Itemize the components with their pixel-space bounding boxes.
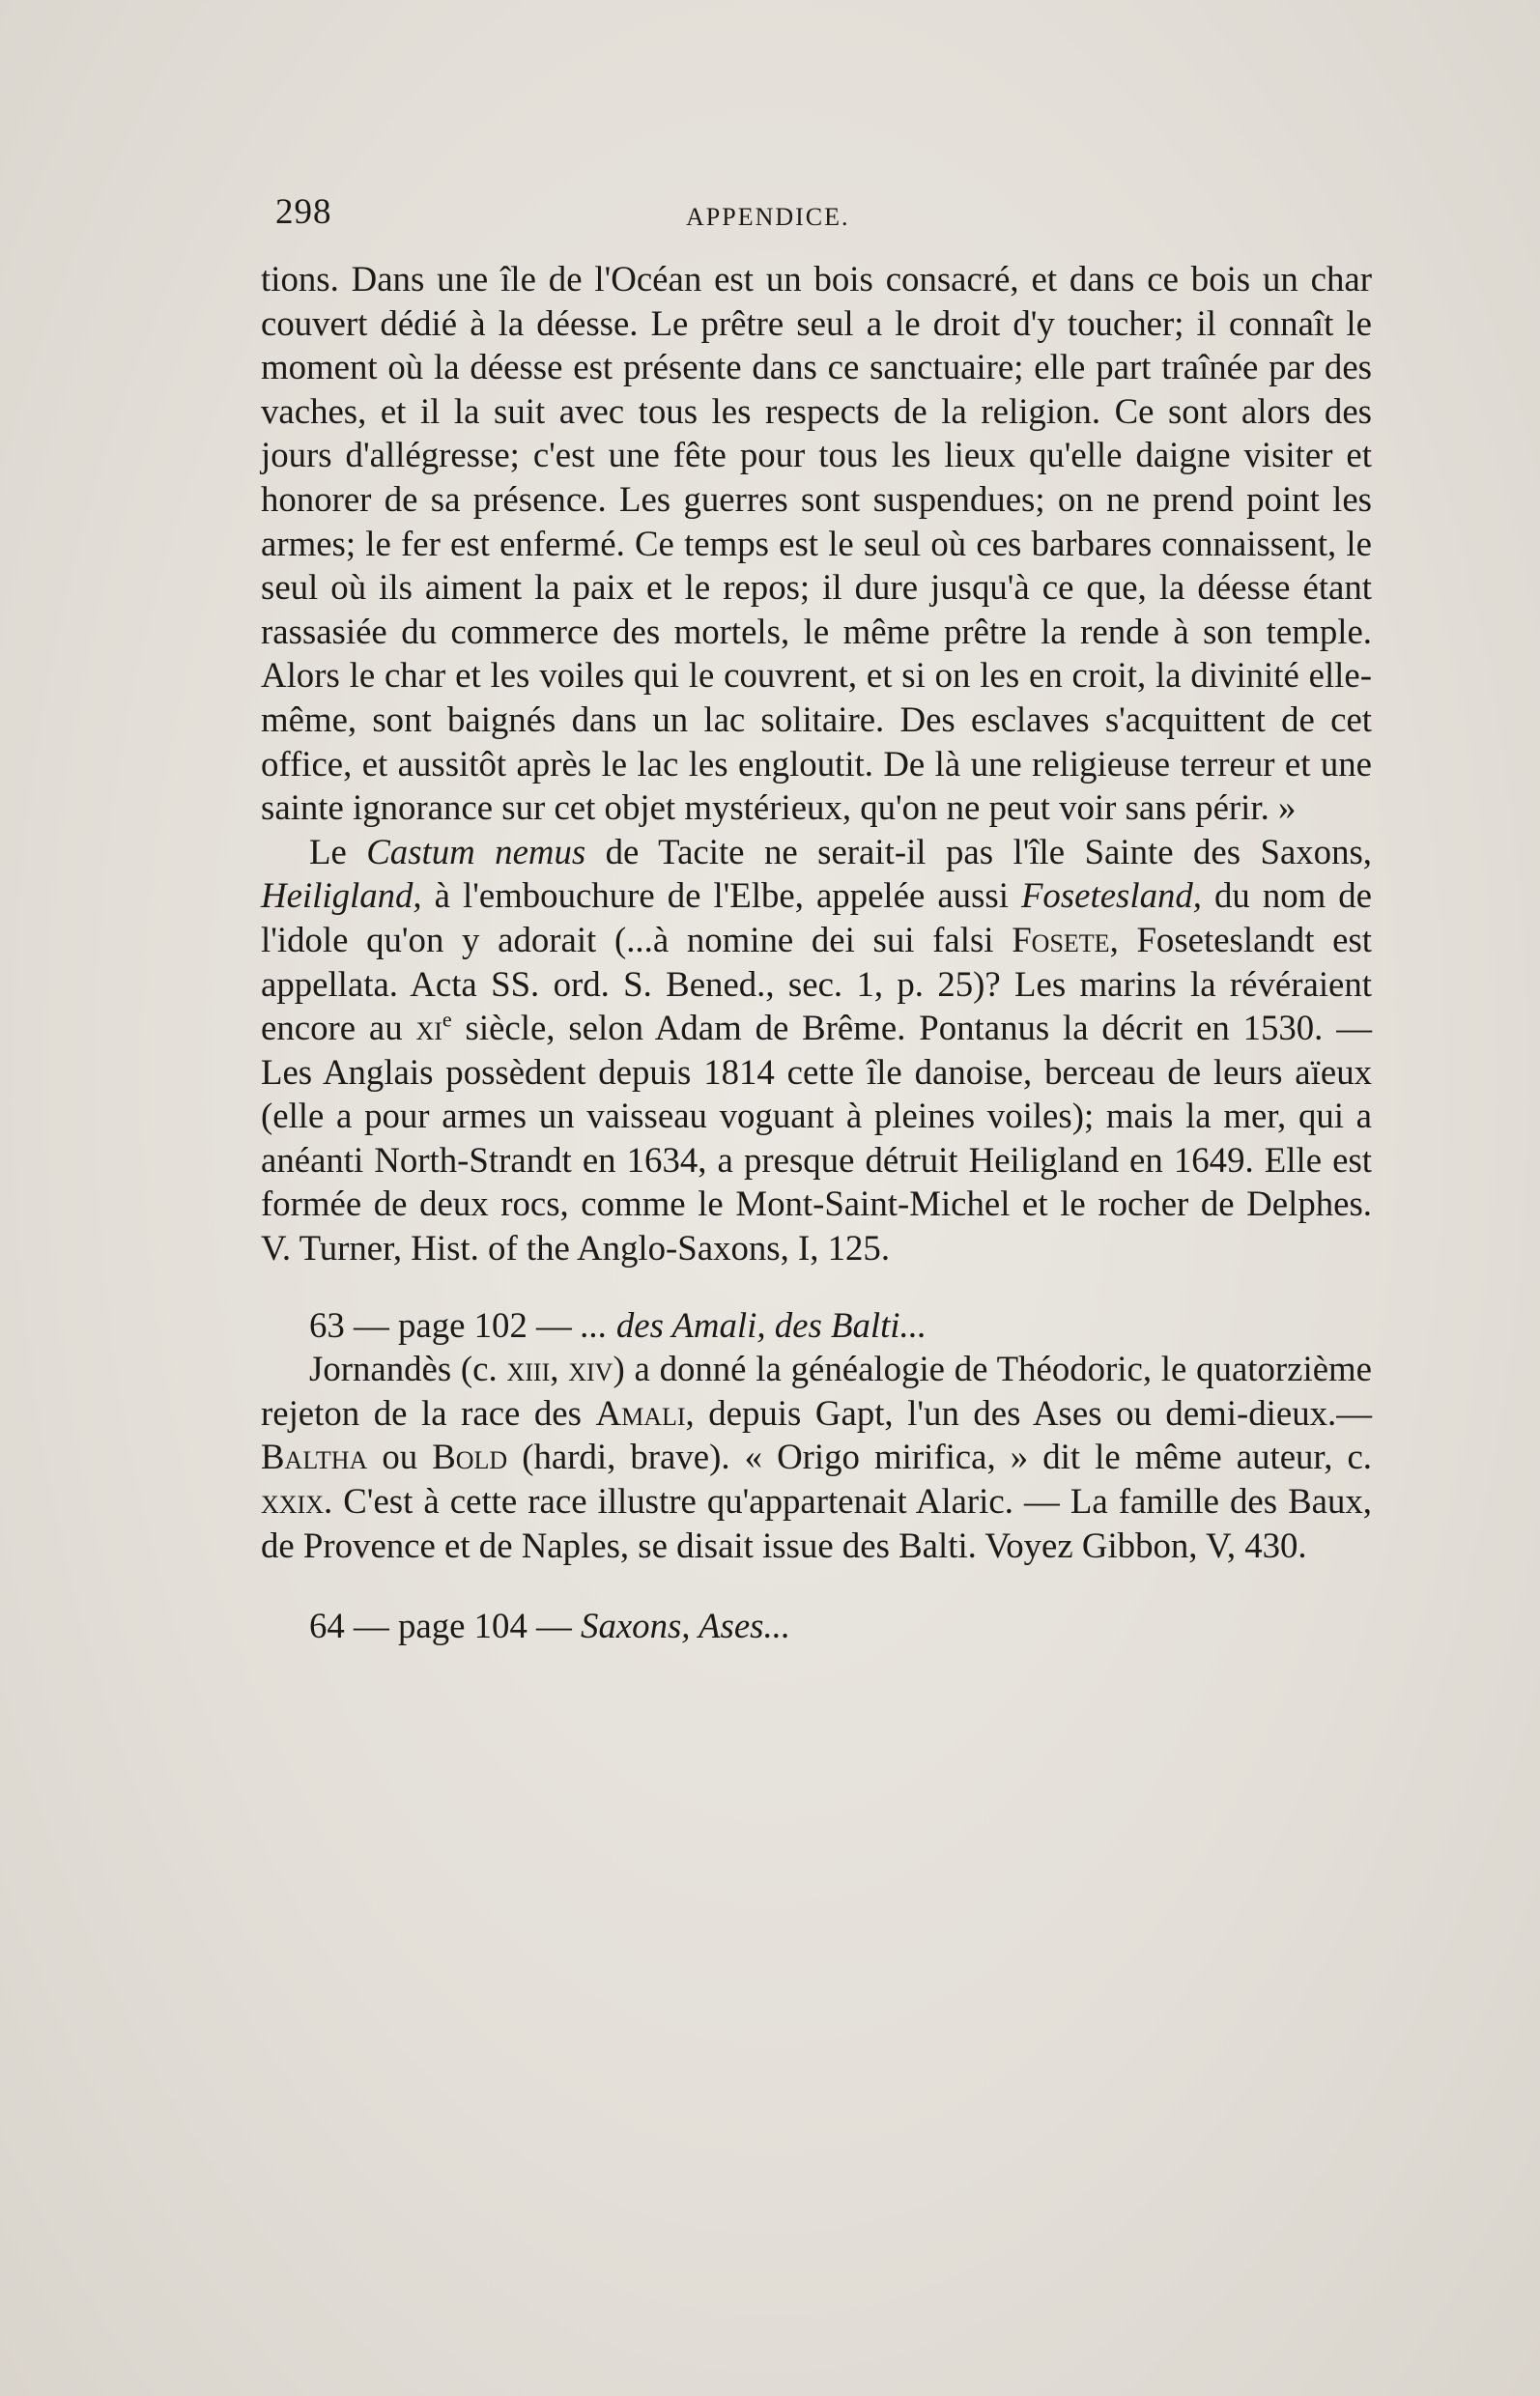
small-caps-term: Bold xyxy=(432,1437,508,1477)
text-run: à l'embouchure de l'Elbe, appelée aussi xyxy=(421,875,1021,916)
italic-term: Castum nemus xyxy=(366,831,586,871)
text-run: siècle, selon Adam de Brême. Pontanus la décrit en 1530. — Les Anglais possèdent depuis 1814 cette île danoise, berceau de leurs aïeux (elle a pour armes un vaisseau voguant à pleines voiles); mais la mer, qui a anéanti North-Strandt en 1634, a presque détruit Heiligland en 1649. Elle est formée de deux rocs, comme le Mont-Saint-Michel et le rocher de Delphes. V. Turner, Hist. of the Anglo-Saxons, I, 125. xyxy=(261,1008,1372,1269)
small-caps-term: Amali xyxy=(595,1392,686,1433)
quotation-paragraph: tions. Dans une île de l'Océan est un bois consacré, et dans ce bois un char couvert dédié à la déesse. Le prêtre seul a le droit d'y toucher; il connaît le moment où la déesse est présente dans ce sanctuaire; elle part traînée par des vaches, et il la suit avec tous les respects de la religion. Ce sont alors des jours d'allégresse; c'est une fête pour tous les lieux qu'elle daigne visiter et honorer de sa présence. Les guerres sont suspendues; on ne prend point les armes; le fer est enfermé. Ce temps est le seul où ces barbares connaissent, le seul où ils aiment la paix et le repos; il dure jusqu'à ce que, la déesse étant rassasiée du commerce des mortels, le même prêtre la rende à son temple. Alors le char et les voiles qui le couvrent, et si on les en croit, la divinité elle-même, sont baignés dans un lac solitaire. Des esclaves s'acquittent de cet office, et aussitôt après le lac les engloutit. De là une religieuse terreur et une sainte ignorance sur cet objet mystérieux, qu'on ne peut voir sans périr. » xyxy=(261,259,1372,828)
text-run: ou xyxy=(367,1437,433,1477)
running-title: APPENDICE. xyxy=(686,203,850,231)
book-page xyxy=(261,191,1372,1648)
note-title: ... des Amali, des Balti... xyxy=(581,1304,927,1345)
text-run: Le xyxy=(309,831,367,871)
note-number: 64 — page 104 — xyxy=(309,1606,582,1646)
small-caps-term: Baltha xyxy=(261,1437,368,1477)
text-run: Jornandès (c. xyxy=(309,1349,507,1389)
running-head xyxy=(261,191,1372,253)
note-63-paragraph xyxy=(261,1347,1372,1567)
text-run: de Tacite ne serait-il pas l'île Sainte des Saxons, xyxy=(585,831,1372,871)
note-63-heading xyxy=(261,1303,1372,1348)
note-64-heading xyxy=(261,1604,1372,1648)
text-run: . C'est à cette race illustre qu'appartenait Alaric. — La famille des Baux, de Provence et de Naples, se disait issue des Balti. Voyez Gibbon, V, 430. xyxy=(261,1481,1372,1565)
body-text xyxy=(261,257,1372,1648)
text-run: ) a donné la généalogie de Théodoric, le quatorzième rejeton de la race des xyxy=(261,1349,1372,1433)
note-number: 63 — page 102 — xyxy=(309,1304,582,1345)
chapter-numerals: xiii, xiv xyxy=(506,1349,613,1389)
chapter-numeral: xxix xyxy=(261,1481,324,1522)
italic-term: Fosetesland, xyxy=(1020,875,1202,916)
italic-term: Heiligland, xyxy=(261,875,422,916)
superscript: e xyxy=(442,1007,452,1032)
century-numeral: xi xyxy=(415,1008,442,1048)
note-title: Saxons, Ases... xyxy=(581,1606,791,1646)
text-run: , depuis Gapt, l'un des Ases ou demi-dieux.— xyxy=(685,1392,1372,1433)
text-run: , Foseteslandt est appellata. Acta SS. ord. S. Bened., sec. 1, p. 25)? Les marins la révéraient encore au xyxy=(261,919,1372,1048)
small-caps-term: Fosete xyxy=(1012,919,1110,959)
castum-nemus-paragraph xyxy=(261,830,1372,1270)
text-run: du nom de l'idole qu'on y adorait (...à nomine dei sui falsi xyxy=(261,875,1372,959)
text-run: (hardi, brave). « Origo mirifica, » dit le même auteur, c. xyxy=(507,1437,1373,1477)
page-number: 298 xyxy=(275,192,332,232)
